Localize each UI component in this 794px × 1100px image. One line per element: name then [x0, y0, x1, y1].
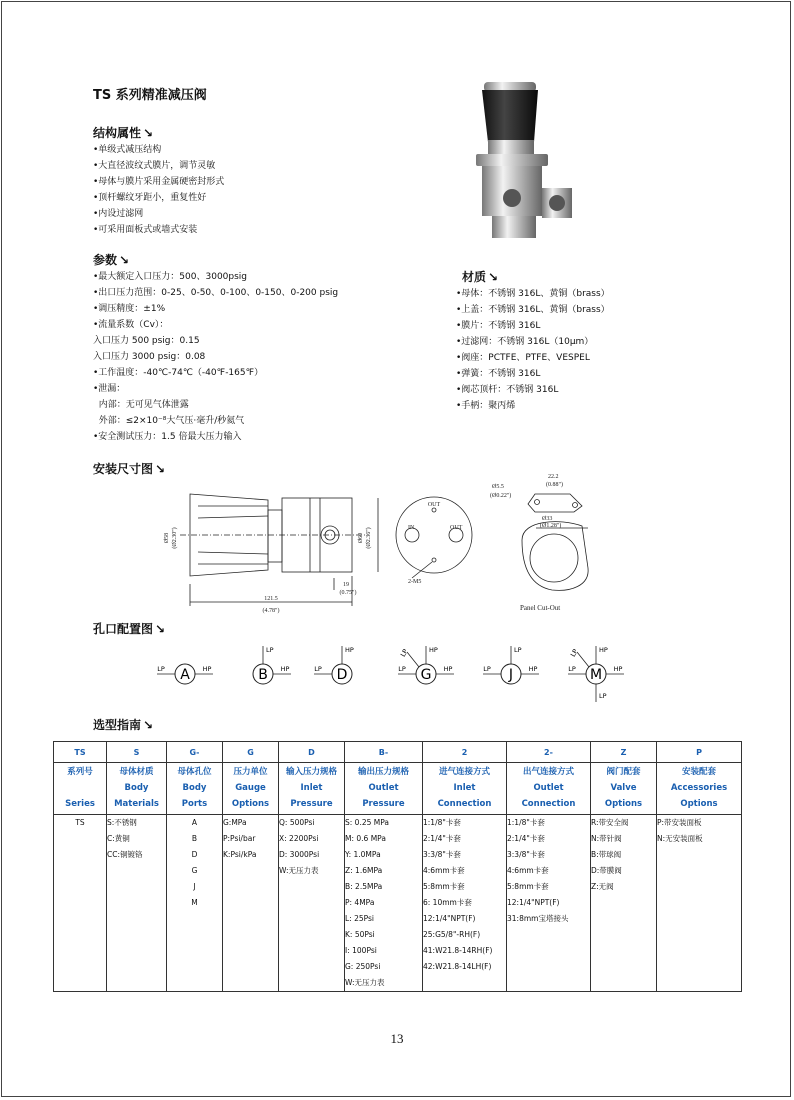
port-config-j: [483, 646, 539, 684]
header-cell: [423, 763, 507, 815]
option-item: 1:1/8"卡套: [507, 818, 545, 827]
option-item: 12:1/4"NPT(F): [507, 898, 560, 907]
option-item: A: [191, 818, 198, 827]
header-line: Options: [680, 799, 718, 809]
dim-d33-inch: (Ø1.28"): [540, 523, 562, 529]
page-number: 13: [390, 1031, 404, 1046]
header-line: 阀门配套: [606, 767, 641, 777]
option-item: K: 50Psi: [345, 930, 375, 939]
port-label-hp: HP: [599, 646, 608, 654]
port-letter: D: [336, 667, 348, 683]
params-item: 入口压力 500 psig：0.15: [93, 336, 200, 346]
option-item: 1:1/8"卡套: [423, 818, 461, 827]
port-label-lp: LP: [599, 692, 607, 700]
option-item: S:不锈钢: [107, 818, 137, 827]
header-line: Pressure: [362, 799, 405, 809]
header-line: Inlet: [453, 783, 476, 793]
port-label-lp: LP: [398, 665, 406, 673]
header-line: Ports: [181, 799, 208, 809]
params-item: •工作温度：-40℃-74℃（-40℉-165℉）: [93, 368, 264, 378]
dim-d58-inch: (Ø2.30"): [172, 527, 178, 549]
code-cell: Z: [591, 742, 657, 763]
header-line: Valve: [610, 783, 637, 793]
option-item: I: 100Psi: [345, 946, 377, 955]
option-item: 3:3/8"卡套: [507, 850, 545, 859]
selection-heading: 选型指南 ↘: [93, 718, 154, 732]
params-item: •流量系数（Cv）：: [93, 320, 169, 330]
dim-22: 22.2: [548, 474, 559, 480]
dim-d60: Ø60: [358, 532, 364, 544]
option-item: S: 0.25 MPa: [345, 818, 390, 827]
params-heading: 参数 ↘: [93, 253, 130, 267]
structure-item: •可采用面板式或墙式安装: [93, 225, 198, 235]
port-letter: J: [508, 667, 514, 683]
option-item: 5:8mm卡套: [507, 882, 549, 891]
install-heading: 安装尺寸图 ↘: [93, 462, 166, 476]
dim-22-inch: (0.88"): [546, 482, 563, 488]
code-row: [54, 742, 742, 763]
header-cell: [167, 763, 223, 815]
option-item: TS: [75, 818, 85, 827]
materials-item: •母体：不锈钢 316L、黄铜（brass）: [456, 289, 610, 299]
materials-item: •过滤网：不锈钢 316L（10μm）: [456, 337, 594, 347]
option-item: 2:1/4"卡套: [507, 834, 545, 843]
code-cell: 2-: [507, 742, 591, 763]
port-label-lp: LP: [398, 647, 410, 659]
structure-item: •母体与膜片采用金属硬密封形式: [93, 177, 225, 187]
dim-length-inch: (4.78"): [262, 608, 280, 614]
params-item: •安全测试压力：1.5 倍最大压力输入: [93, 432, 242, 442]
structure-item: •大直径波纹式膜片，调节灵敏: [93, 161, 216, 171]
header-line: 输出压力规格: [357, 767, 409, 777]
port-configuration-diagram: [140, 636, 660, 706]
dim-19: 19: [343, 582, 349, 588]
option-item: B:带球阀: [591, 850, 622, 859]
header-line: 输入压力规格: [285, 767, 337, 777]
option-item: 6: 10mm卡套: [423, 898, 472, 907]
materials-item: •膜片：不锈钢 316L: [456, 321, 541, 331]
header-line: Body: [182, 783, 207, 793]
dim-19-inch: (0.75"): [339, 590, 357, 596]
page-title: TS 系列精准减压阀: [93, 88, 207, 103]
port-label-hp: HP: [429, 646, 438, 654]
options-row: [54, 815, 742, 992]
option-item: CC:铜镀铬: [107, 850, 143, 859]
option-item: C:黄铜: [107, 834, 130, 843]
header-line: 进气连接方式: [438, 767, 490, 777]
port-config-b: [253, 646, 291, 684]
option-item: Q: 500Psi: [279, 818, 315, 827]
header-line: 母体材质: [119, 767, 154, 777]
header-cell: [591, 763, 657, 815]
params-item: 入口压力 3000 psig：0.08: [93, 352, 206, 362]
port-label-hp: HP: [443, 665, 453, 673]
option-item: 2:1/4"卡套: [423, 834, 461, 843]
port-label-lp: LP: [568, 647, 580, 659]
port-config-m: [568, 646, 624, 702]
option-item: 3:3/8"卡套: [423, 850, 461, 859]
header-cell: [54, 763, 107, 815]
header-cell: [279, 763, 345, 815]
port-config-a: [157, 664, 213, 684]
header-cell: [107, 763, 167, 815]
option-item: 31:8mm宝塔接头: [507, 914, 569, 923]
dim-d33: Ø33: [542, 516, 553, 522]
structure-list: [93, 142, 224, 238]
header-line: 系列号: [67, 767, 93, 777]
option-item: N:无安装面板: [657, 834, 703, 843]
materials-list: [456, 286, 610, 414]
header-line: Accessories: [670, 783, 728, 793]
port-label-lp: LP: [314, 665, 322, 673]
option-item: W:无压力表: [279, 866, 319, 875]
option-item: W:无压力表: [345, 978, 385, 987]
regulator-photo: [468, 78, 580, 246]
port-out-label: OUT: [450, 525, 463, 531]
port-letter: B: [258, 667, 268, 683]
option-item: G:MPa: [223, 818, 247, 827]
dim-d55: Ø5.5: [492, 484, 504, 490]
structure-item: •内设过滤网: [93, 209, 144, 219]
header-line: Body: [124, 783, 149, 793]
header-line: Connection: [437, 799, 492, 809]
code-cell: G-: [167, 742, 223, 763]
code-cell: S: [107, 742, 167, 763]
ports-heading: 孔口配置图 ↘: [93, 622, 166, 636]
option-item: X: 2200Psi: [279, 834, 319, 843]
port-letter: M: [589, 667, 603, 683]
materials-heading: 材质 ↘: [462, 270, 499, 284]
option-item: P:带安装面板: [657, 818, 702, 827]
code-cell: G: [223, 742, 279, 763]
port-out-top-label: OUT: [427, 502, 441, 508]
header-cell: [657, 763, 742, 815]
header-line: [54, 780, 106, 796]
option-item: 12:1/4"NPT(F): [423, 914, 476, 923]
option-item: Z: 1.6MPa: [345, 866, 383, 875]
dim-d55-inch: (Ø0.22"): [490, 493, 512, 499]
option-item: Y: 1.0MPa: [345, 850, 381, 859]
option-item: R:带安全阀: [591, 818, 629, 827]
port-label-hp: HP: [202, 665, 212, 673]
option-item: N:带针阀: [591, 834, 622, 843]
selection-guide-table: [53, 741, 742, 992]
header-line: Outlet: [533, 783, 564, 793]
header-line: Pressure: [290, 799, 333, 809]
port-label-lp: LP: [514, 646, 522, 654]
header-line: Options: [604, 799, 643, 809]
code-cell: B-: [345, 742, 423, 763]
port-label-lp: LP: [157, 665, 165, 673]
options-cell: [54, 815, 107, 992]
option-item: 41:W21.8-14RH(F): [423, 946, 493, 955]
option-item: 4:6mm卡套: [507, 866, 549, 875]
option-item: 5:8mm卡套: [423, 882, 465, 891]
port-label-lp: LP: [266, 646, 274, 654]
header-line: Gauge: [235, 783, 266, 793]
options-cell: [107, 815, 167, 992]
port-letter: A: [180, 667, 190, 683]
materials-item: •上盖：不锈钢 316L、黄铜（brass）: [456, 305, 610, 315]
port-in-label: IN: [408, 525, 415, 531]
port-label-hp: HP: [345, 646, 354, 654]
header-cell: [507, 763, 591, 815]
code-cell: P: [657, 742, 742, 763]
option-item: J: [193, 882, 196, 891]
options-cell: [345, 815, 423, 992]
port-label-hp: HP: [280, 665, 290, 673]
params-item: •出口压力范围：0-25、0-50、0-100、0-150、0-200 psig: [93, 288, 339, 298]
option-item: G: [191, 866, 198, 875]
dim-m5: 2-M5: [408, 579, 422, 585]
options-cell: [507, 815, 591, 992]
options-cell: [223, 815, 279, 992]
panel-cutout-label: Panel Cut-Out: [520, 604, 561, 612]
options-cell: [279, 815, 345, 992]
options-cell: [423, 815, 507, 992]
install-dimension-drawing: [150, 466, 650, 616]
structure-item: •单级式减压结构: [93, 145, 162, 155]
header-line: 安装配套: [681, 767, 716, 777]
header-cell: [223, 763, 279, 815]
header-line: Series: [65, 799, 95, 809]
option-item: P:Psi/bar: [223, 834, 256, 843]
options-cell: [591, 815, 657, 992]
port-letter: G: [420, 667, 432, 683]
header-line: Outlet: [368, 783, 399, 793]
option-item: B: [191, 834, 198, 843]
materials-item: •阀芯顶杆：不锈钢 316L: [456, 385, 559, 395]
params-item: •最大额定入口压力：500、3000psig: [93, 272, 248, 282]
code-cell: D: [279, 742, 345, 763]
params-item: •泄漏：: [93, 384, 126, 394]
header-line: Inlet: [300, 783, 323, 793]
code-cell: TS: [54, 742, 107, 763]
options-cell: [167, 815, 223, 992]
header-line: 出气连接方式: [522, 767, 574, 777]
materials-item: •弹簧：不锈钢 316L: [456, 369, 541, 379]
header-line: 压力单位: [233, 767, 268, 777]
option-item: P: 4MPa: [345, 898, 375, 907]
header-row: [54, 763, 742, 815]
code-cell: 2: [423, 742, 507, 763]
port-label-lp: LP: [483, 665, 491, 673]
port-label-hp: HP: [528, 665, 538, 673]
params-item: •调压精度：±1%: [93, 304, 166, 314]
port-config-g: [398, 646, 454, 684]
port-label-hp: HP: [613, 665, 623, 673]
structure-item: •顶杆螺纹牙距小，重复性好: [93, 193, 207, 203]
port-label-lp: LP: [568, 665, 576, 673]
option-item: L: 25Psi: [345, 914, 375, 923]
option-item: M: 0.6 MPa: [345, 834, 386, 843]
option-item: 25:G5/8"-RH(F): [423, 930, 481, 939]
header-line: Materials: [114, 799, 159, 809]
option-item: 4:6mm卡套: [423, 866, 465, 875]
params-item: 内部：无可见气体泄露: [93, 400, 189, 410]
option-item: M: [191, 898, 198, 907]
params-item: 外部：≤2×10⁻⁸大气压·毫升/秒氦气: [93, 416, 245, 426]
structure-heading: 结构属性 ↘: [93, 126, 154, 140]
header-line: Connection: [521, 799, 576, 809]
option-item: D: [191, 850, 198, 859]
option-item: Z:无阀: [591, 882, 614, 891]
option-item: 42:W21.8-14LH(F): [423, 962, 492, 971]
option-item: D:带膜阀: [591, 866, 622, 875]
dim-length: 121.5: [264, 596, 278, 602]
options-cell: [657, 815, 742, 992]
header-line: Options: [231, 799, 270, 809]
option-item: K:Psi/kPa: [223, 850, 257, 859]
option-item: G: 250Psi: [345, 962, 381, 971]
dim-d60-inch: (Ø2.36"): [366, 527, 372, 549]
header-cell: [345, 763, 423, 815]
materials-item: •阀座：PCTFE、PTFE、VESPEL: [456, 353, 590, 363]
dim-d58: Ø58: [164, 532, 170, 544]
header-line: 母体孔位: [177, 767, 212, 777]
port-config-d: [314, 646, 354, 684]
materials-item: •手柄：聚丙烯: [456, 401, 516, 411]
option-item: B: 2.5MPa: [345, 882, 383, 891]
params-list: [93, 269, 338, 445]
option-item: D: 3000Psi: [279, 850, 320, 859]
